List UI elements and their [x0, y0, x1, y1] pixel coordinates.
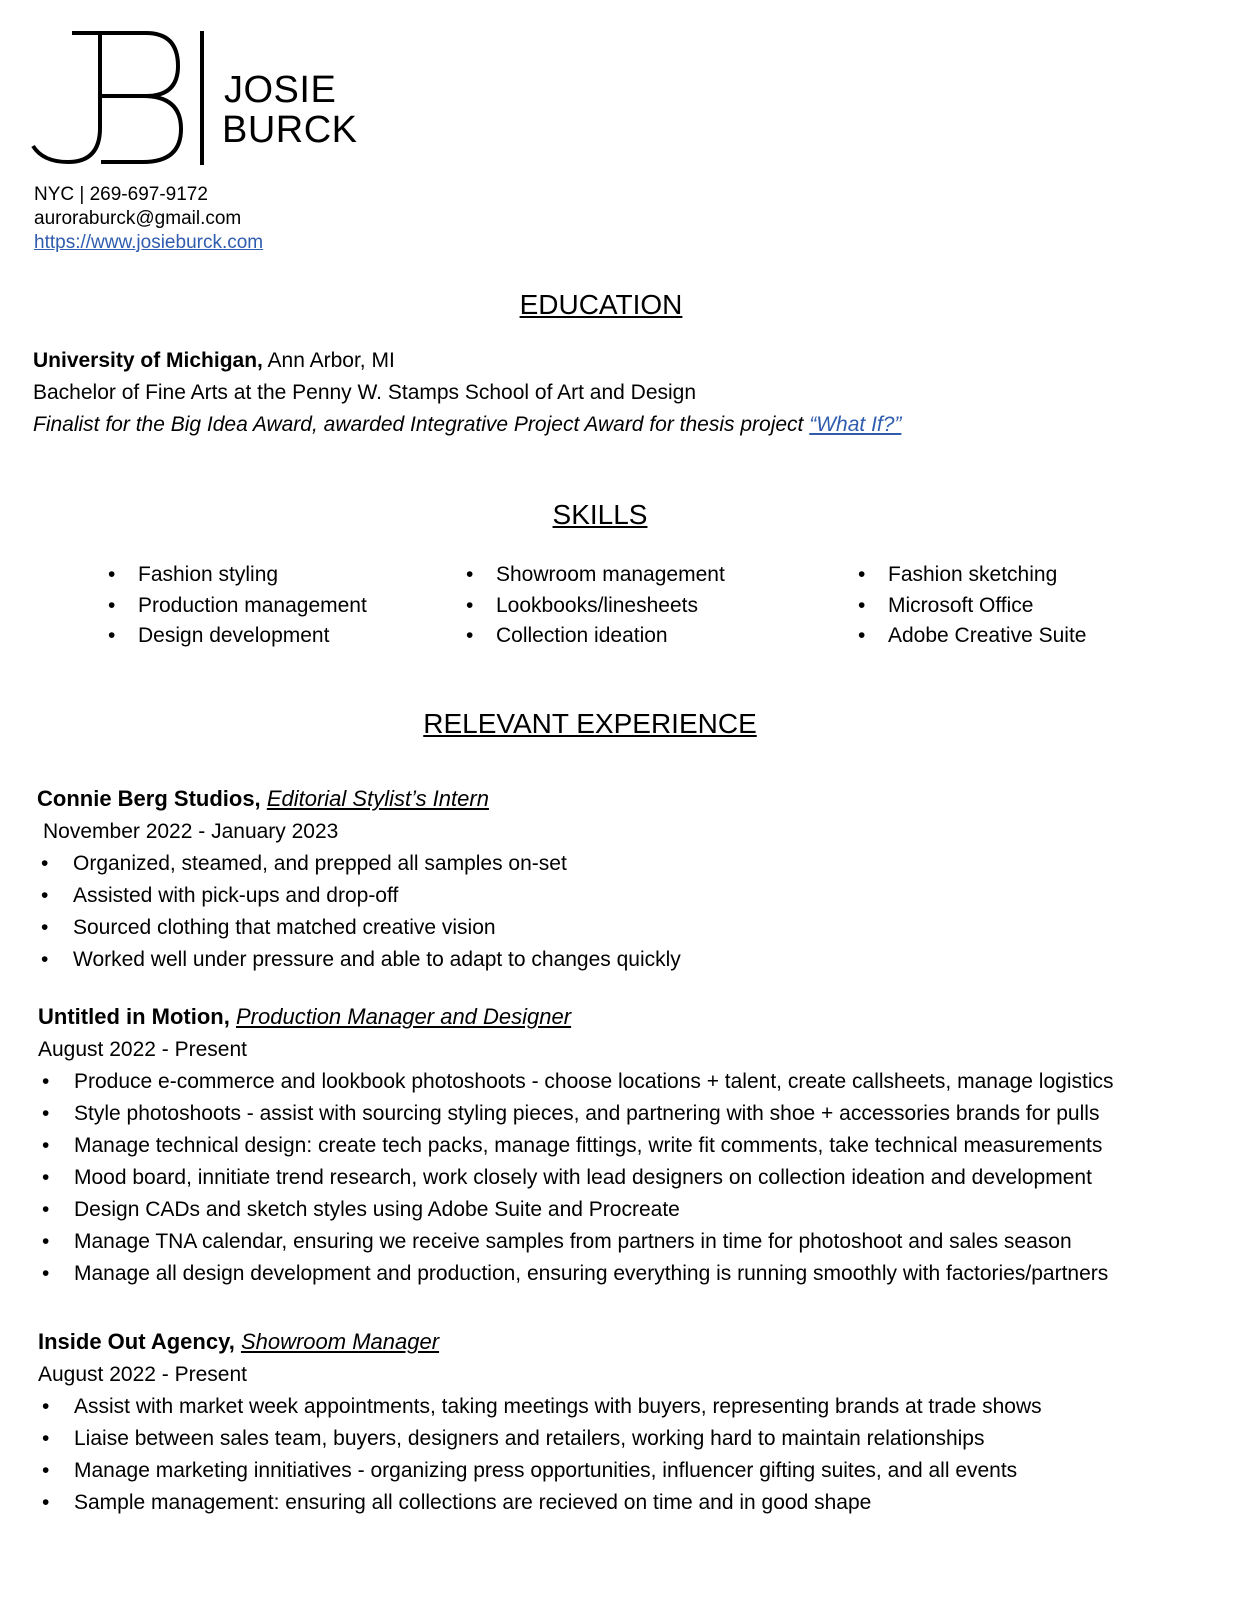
job-bullet: • Manage marketing innitiatives - organizing press opportunities, influencer gifting suites, and all events: [38, 1455, 1042, 1487]
job-bullet: • Manage technical design: create tech packs, manage fittings, write fit comments, take technical measurements: [38, 1130, 1114, 1162]
job-bullet: • Design CADs and sketch styles using Adobe Suite and Procreate: [38, 1194, 1114, 1226]
job-bullets: [38, 1391, 1042, 1519]
job-title-line: [38, 1325, 1042, 1359]
job-dates: August 2022 - Present: [38, 1038, 247, 1061]
company-name: Inside Out Agency,: [38, 1329, 235, 1354]
job-bullet: • Produce e-commerce and lookbook photoshoots - choose locations + talent, create callsheets, manage logistics: [38, 1066, 1114, 1098]
school-name: University of Michigan,: [33, 349, 263, 372]
job-entry: [38, 1000, 1114, 1290]
job-bullet: • Mood board, innitiate trend research, work closely with lead designers on collection ideation and development: [38, 1162, 1114, 1194]
job-bullet: • Assisted with pick-ups and drop-off: [37, 880, 681, 912]
education-heading: EDUCATION: [519, 289, 683, 320]
contact-block: [34, 183, 263, 255]
job-role: Production Manager and Designer: [235, 1004, 572, 1029]
job-bullet: • Sample management: ensuring all collections are recieved on time and in good shape: [38, 1487, 1042, 1519]
job-dates: August 2022 - Present: [38, 1363, 247, 1386]
skills-column-2: [466, 560, 725, 652]
skills-column-3: [858, 560, 1086, 652]
job-bullet: • Assist with market week appointments, taking meetings with buyers, representing brands at trade shows: [38, 1391, 1042, 1423]
email: auroraburck@gmail.com: [34, 208, 242, 229]
skill-item: • Adobe Creative Suite: [858, 621, 1086, 652]
degree: Bachelor of Fine Arts at the Penny W. Stamps School of Art and Design: [33, 381, 697, 404]
job-dates: November 2022 - January 2023: [43, 820, 339, 843]
job-title-line: [37, 782, 681, 816]
job-bullet: • Manage all design development and production, ensuring everything is running smoothly with factories/partners: [38, 1258, 1114, 1290]
school-location: Ann Arbor, MI: [262, 349, 395, 372]
skill-item: • Fashion styling: [108, 560, 367, 591]
skill-item: • Fashion sketching: [858, 560, 1086, 591]
skill-item: • Design development: [108, 621, 367, 652]
company-name: Connie Berg Studios,: [37, 786, 261, 811]
job-bullet: • Worked well under pressure and able to adapt to changes quickly: [37, 944, 681, 976]
skill-item: • Collection ideation: [466, 621, 725, 652]
job-role: Showroom Manager: [240, 1329, 440, 1354]
honors-line: [33, 409, 901, 441]
job-title-line: [38, 1000, 1114, 1034]
skill-item: • Lookbooks/linesheets: [466, 591, 725, 622]
job-role: Editorial Stylist’s Intern: [266, 786, 489, 811]
job-entry: [38, 1325, 1042, 1519]
website-link[interactable]: https://www.josieburck.com: [34, 232, 264, 253]
skills-heading: SKILLS: [552, 499, 648, 530]
school-line: [33, 345, 395, 377]
job-bullet: • Style photoshoots - assist with sourcing styling pieces, and partnering with shoe + accessories brands for pulls: [38, 1098, 1114, 1130]
job-bullet: • Organized, steamed, and prepped all samples on-set: [37, 848, 681, 880]
job-bullet: • Sourced clothing that matched creative vision: [37, 912, 681, 944]
skill-item: • Showroom management: [466, 560, 725, 591]
experience-heading: RELEVANT EXPERIENCE: [423, 708, 757, 739]
skill-item: • Microsoft Office: [858, 591, 1086, 622]
job-entry: [37, 782, 681, 976]
project-link[interactable]: “What If?”: [809, 413, 902, 436]
job-bullet: • Manage TNA calendar, ensuring we receive samples from partners in time for photoshoot and sales season: [38, 1226, 1114, 1258]
honors: Finalist for the Big Idea Award, awarded Integrative Project Award for thesis project: [33, 413, 810, 436]
skill-item: • Production management: [108, 591, 367, 622]
location-phone: NYC | 269-697-9172: [34, 184, 208, 205]
first-name: JOSIE: [224, 69, 337, 111]
jb-monogram-logo: [28, 28, 218, 173]
job-bullets: [38, 1066, 1114, 1290]
skills-column-1: [108, 560, 367, 652]
job-bullet: • Liaise between sales team, buyers, designers and retailers, working hard to maintain relationships: [38, 1423, 1042, 1455]
last-name: BURCK: [222, 109, 358, 151]
company-name: Untitled in Motion,: [38, 1004, 230, 1029]
job-bullets: [37, 848, 681, 976]
